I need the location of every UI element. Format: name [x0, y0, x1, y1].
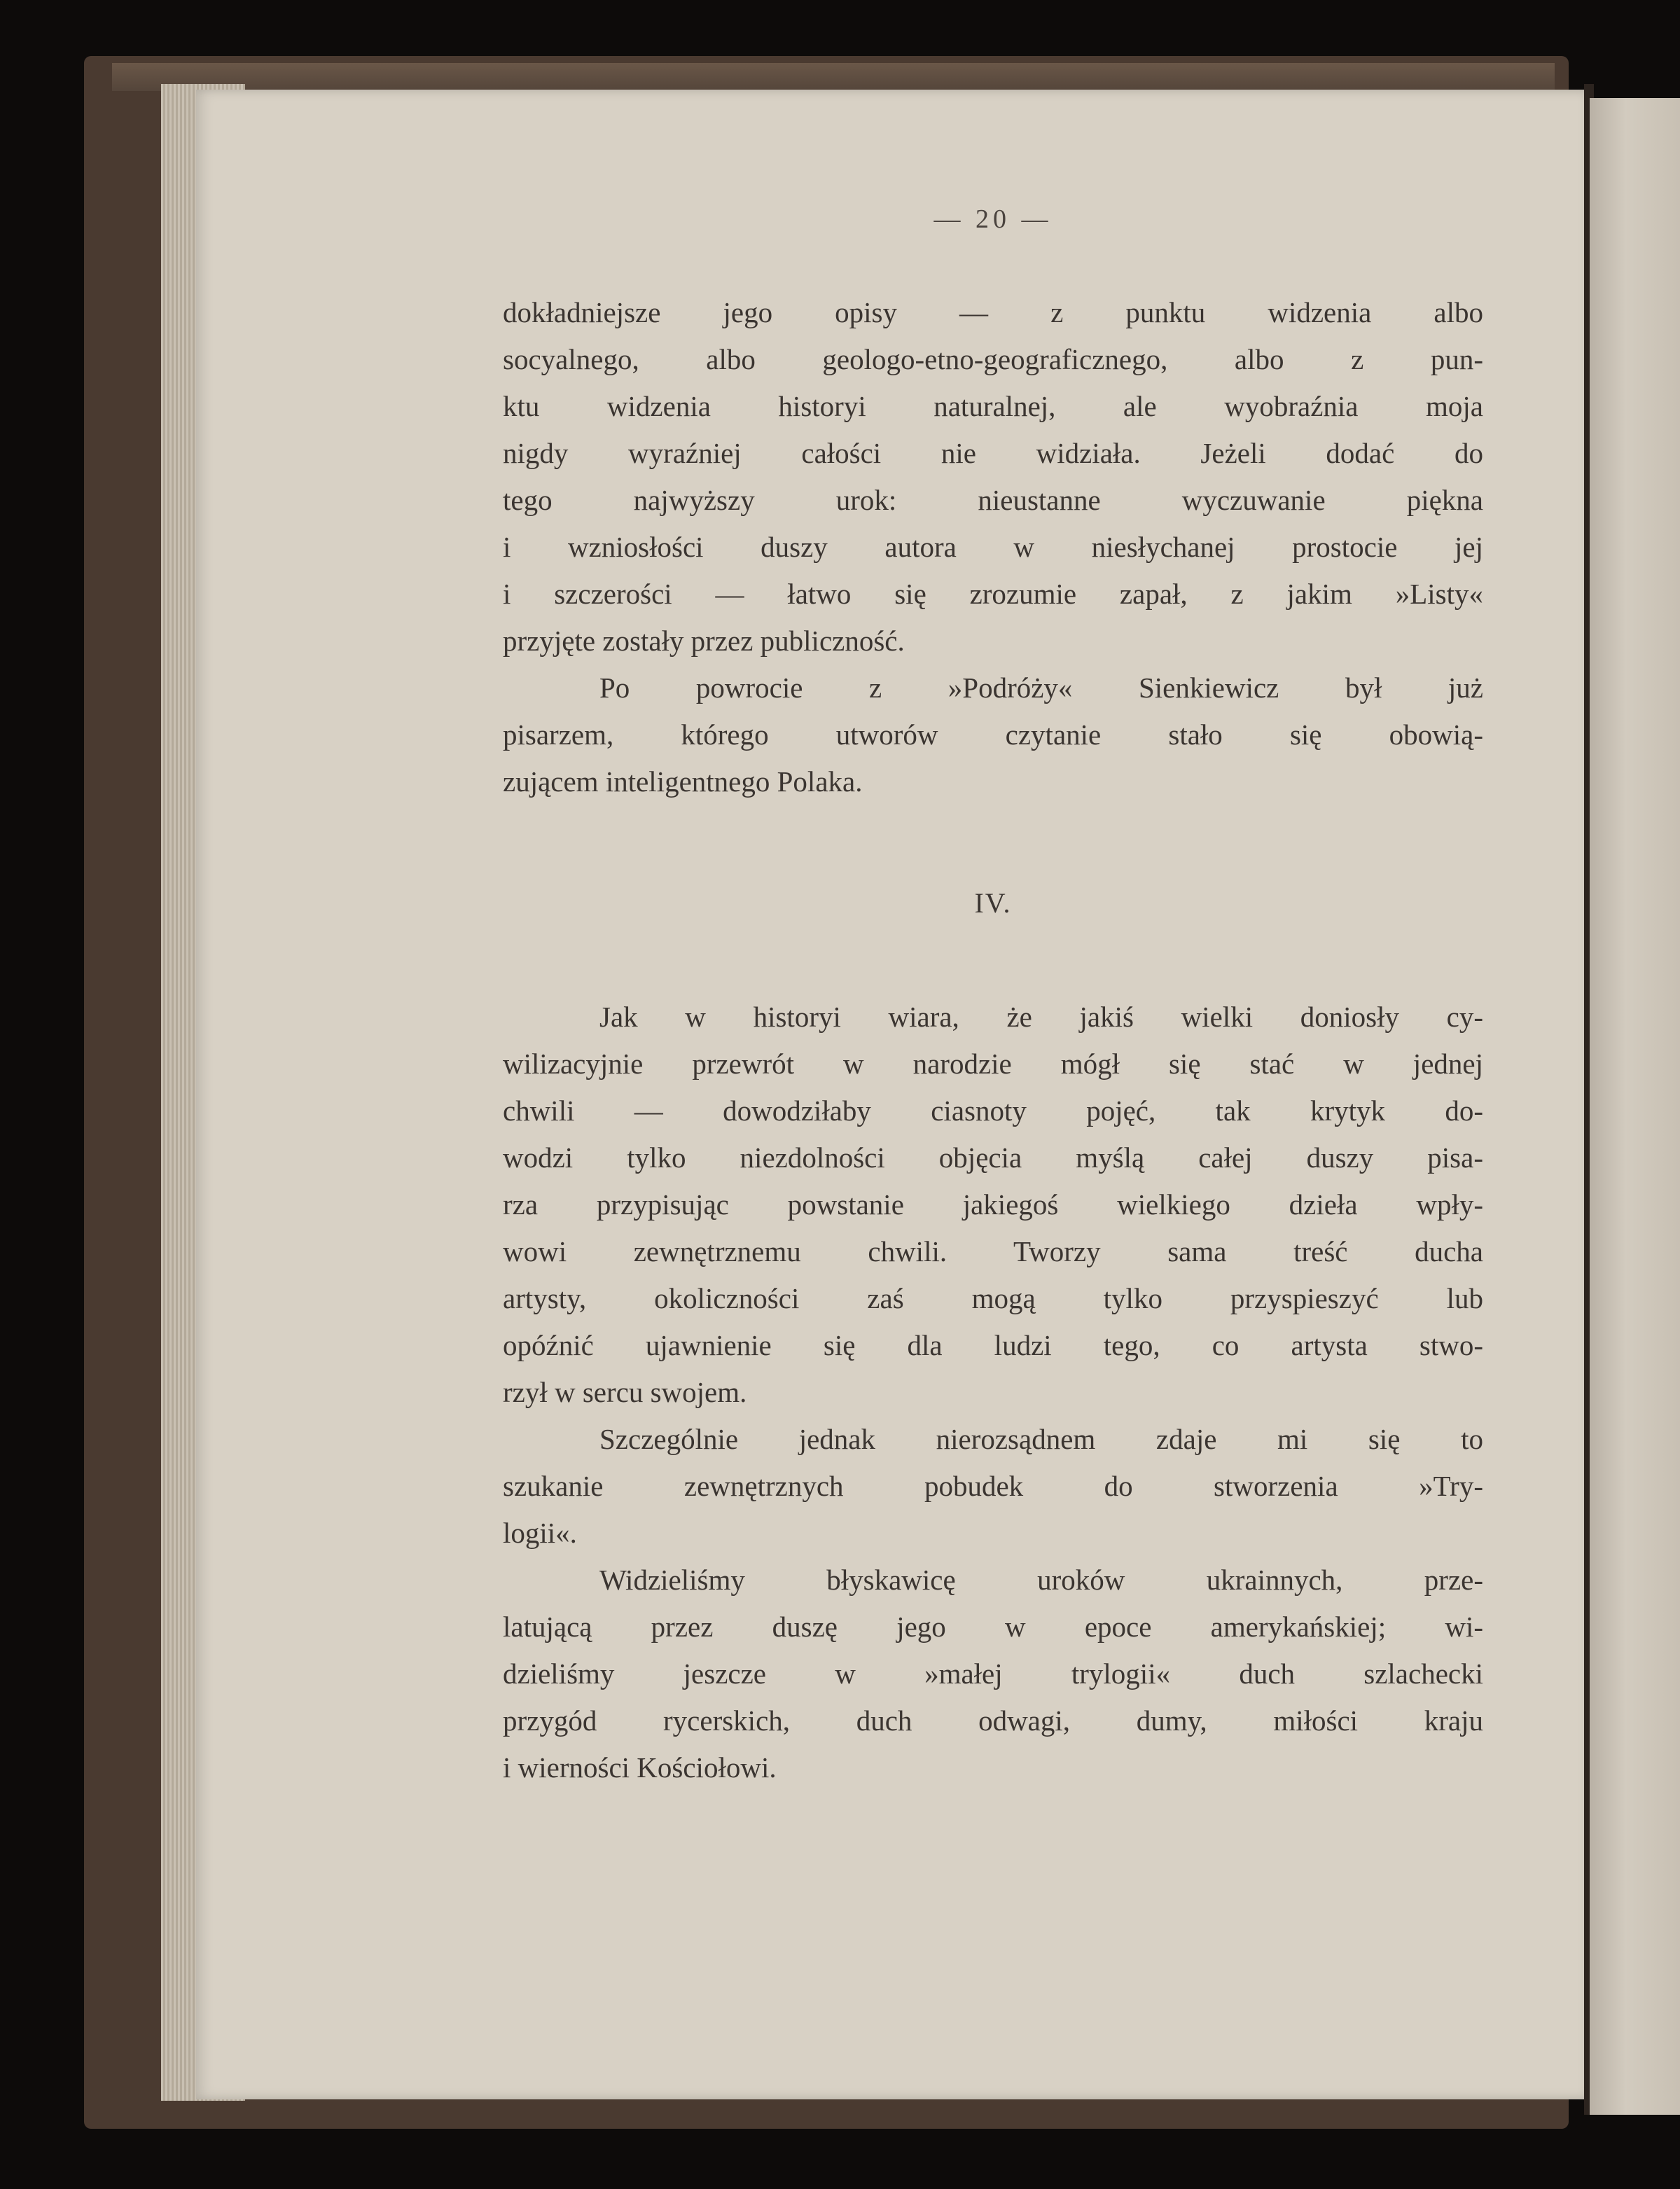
- text-line: socyalnego, albo geologo-etno-geograficznego, albo z pun-: [503, 343, 1483, 375]
- text-line: dzieliśmy jeszcze w »małej trylogii« duch szlachecki: [503, 1658, 1483, 1690]
- paragraph: [503, 1416, 1483, 1557]
- cover-top-edge: [112, 63, 1555, 91]
- text-block-after-chapter: [503, 994, 1483, 1791]
- page-number: — 20 —: [933, 204, 1053, 234]
- text-line: ktu widzenia historyi naturalnej, ale wyobraźnia moja: [503, 390, 1483, 422]
- text-line: i wierności Kościołowi.: [503, 1751, 777, 1784]
- text-line: chwili — dowodziłaby ciasnoty pojęć, tak krytyk do-: [503, 1094, 1483, 1127]
- paragraph: [503, 1557, 1483, 1791]
- text-line: rza przypisując powstanie jakiegoś wielkiego dzieła wpły-: [503, 1188, 1483, 1221]
- text-line: wowi zewnętrznemu chwili. Tworzy sama treść ducha: [503, 1235, 1483, 1267]
- scan-background: [84, 2129, 1680, 2189]
- text-line: Po powrocie z »Podróży« Sienkiewicz był już: [599, 672, 1483, 704]
- text-line: opóźnić ujawnienie się dla ludzi tego, co artysta stwo-: [503, 1329, 1483, 1361]
- text-line: nigdy wyraźniej całości nie widziała. Jeżeli dodać do: [503, 437, 1483, 469]
- text-line: pisarzem, którego utworów czytanie stało się obowią-: [503, 718, 1483, 751]
- paragraph: [503, 994, 1483, 1416]
- text-line: Widzieliśmy błyskawicę uroków ukrainnych, prze-: [599, 1564, 1483, 1596]
- text-block-before-chapter: [503, 289, 1483, 805]
- text-line: rzył w sercu swojem.: [503, 1376, 747, 1408]
- text-line: logii«.: [503, 1517, 577, 1549]
- text-line: dokładniejsze jego opisy — z punktu widzenia albo: [503, 296, 1483, 328]
- text-line: Jak w historyi wiara, że jakiś wielki doniosły cy-: [599, 1001, 1483, 1033]
- text-line: latującą przez duszę jego w epoce amerykańskiej; wi-: [503, 1611, 1483, 1643]
- text-line: Szczególnie jednak nierozsądnem zdaje mi się to: [599, 1423, 1483, 1455]
- text-line: wodzi tylko niezdolności objęcia myślą całej duszy pisa-: [503, 1141, 1483, 1174]
- text-line: przyjęte zostały przez publiczność.: [503, 625, 905, 657]
- page-text: [503, 196, 1483, 1791]
- text-line: wilizacyjnie przewrót w narodzie mógł się stać w jednej: [503, 1048, 1483, 1080]
- text-line: zującem inteligentnego Polaka.: [503, 765, 863, 798]
- text-line: tego najwyższy urok: nieustanne wyczuwanie piękna: [503, 484, 1483, 516]
- paragraph: [503, 665, 1483, 805]
- text-line: przygód rycerskich, duch odwagi, dumy, miłości kraju: [503, 1704, 1483, 1737]
- text-line: artysty, okoliczności zaś mogą tylko przyspieszyć lub: [503, 1282, 1483, 1314]
- text-line: i wzniosłości duszy autora w niesłychanej prostocie jej: [503, 531, 1483, 563]
- chapter-heading: IV.: [974, 887, 1012, 919]
- text-line: szukanie zewnętrznych pobudek do stworzenia »Try-: [503, 1470, 1483, 1502]
- next-page-edge: [1590, 98, 1680, 2115]
- text-line: i szczerości — łatwo się zrozumie zapał, z jakim »Listy«: [503, 578, 1483, 610]
- paragraph: [503, 289, 1483, 665]
